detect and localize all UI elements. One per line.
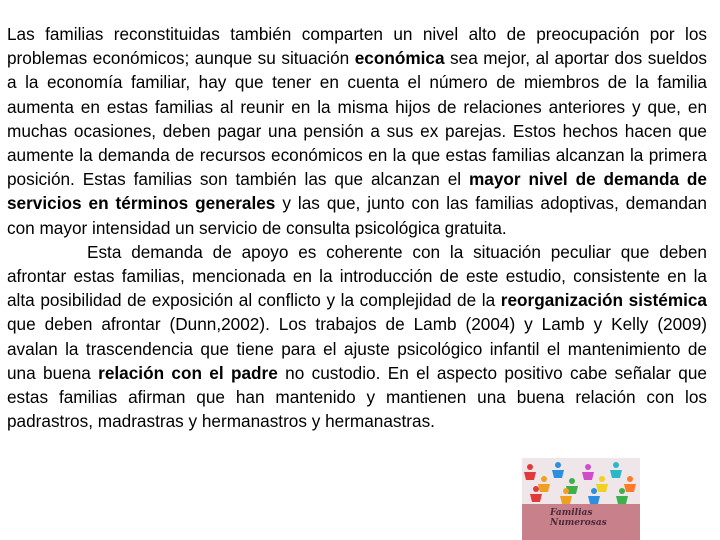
paragraph-2-text-2: que deben afrontar (Dunn,2002). Los trabajos de Lamb (2004) y Lamb y Kelly (2009) avalan la trascendencia que tiene para el ajuste psicológico infantil el mantenimiento de una buena xyxy=(7,314,707,383)
paragraph-1-text-2: sea mejor, al aportar dos sueldos a la economía familiar, hay que tener en cuenta el número de miembros de la familia aumenta en estas familias al reunir en la misma hijos de relaciones anteriores y que, en muchas ocasiones, deben pagar una pensión a sus ex parejas. Estos hechos hacen que aumente la demanda de recursos económicos en la que estas familias alcanzan la primera posición. Estas familias son también las que alcanzan el xyxy=(7,48,707,190)
paragraph-2 xyxy=(7,240,707,434)
paragraph-2-text-3: no custodio. En el aspecto positivo cabe señalar que estas familias afirman que han mantenido y mantienen una buena relación con los padrastros, madrastras y hermanastros y hermanastras. xyxy=(7,362,707,432)
thumbnail-title-line-2: Numerosas xyxy=(550,518,607,528)
thumbnail-title-line-1: Familias xyxy=(550,508,593,518)
paragraph-1 xyxy=(7,22,707,240)
document-body xyxy=(7,22,707,433)
paragraph-1-text-3: y las que, junto con las familias adoptivas, demandan con mayor intensidad un servicio de consulta psicológica gratuita. xyxy=(7,193,707,238)
thumbnail-title xyxy=(550,508,607,528)
paragraph-2-bold-2: relación con el padre xyxy=(98,362,278,383)
paper-doll-figure xyxy=(552,462,564,478)
families-thumbnail-image xyxy=(522,458,640,540)
paper-doll-chain xyxy=(522,458,640,504)
paragraph-1-bold-2: mayor nivel de demanda de servicios en términos generales xyxy=(7,169,707,214)
paper-doll-chain-graphic xyxy=(522,458,640,504)
paper-doll-figure xyxy=(596,476,608,492)
paper-doll-figure xyxy=(538,476,550,492)
paragraph-2-bold-1: reorganización sistémica xyxy=(500,290,707,311)
paragraph-2-text-1: Esta demanda de apoyo es coherente con la situación peculiar que deben afrontar estas familias, mencionada en la introducción de este estudio, consistente en la alta posibilidad de exposición al conflicto y la complejidad de la xyxy=(7,241,707,311)
paragraph-1-text-1: Las familias reconstituidas también comparten un nivel alto de preocupación por los problemas económicos; aunque su situación xyxy=(7,24,707,69)
paper-doll-figure xyxy=(624,476,636,492)
paragraph-1-bold-1: económica xyxy=(354,48,445,69)
paper-doll-figure xyxy=(524,464,536,480)
paper-doll-figure xyxy=(610,462,622,478)
paper-doll-figure xyxy=(582,464,594,480)
